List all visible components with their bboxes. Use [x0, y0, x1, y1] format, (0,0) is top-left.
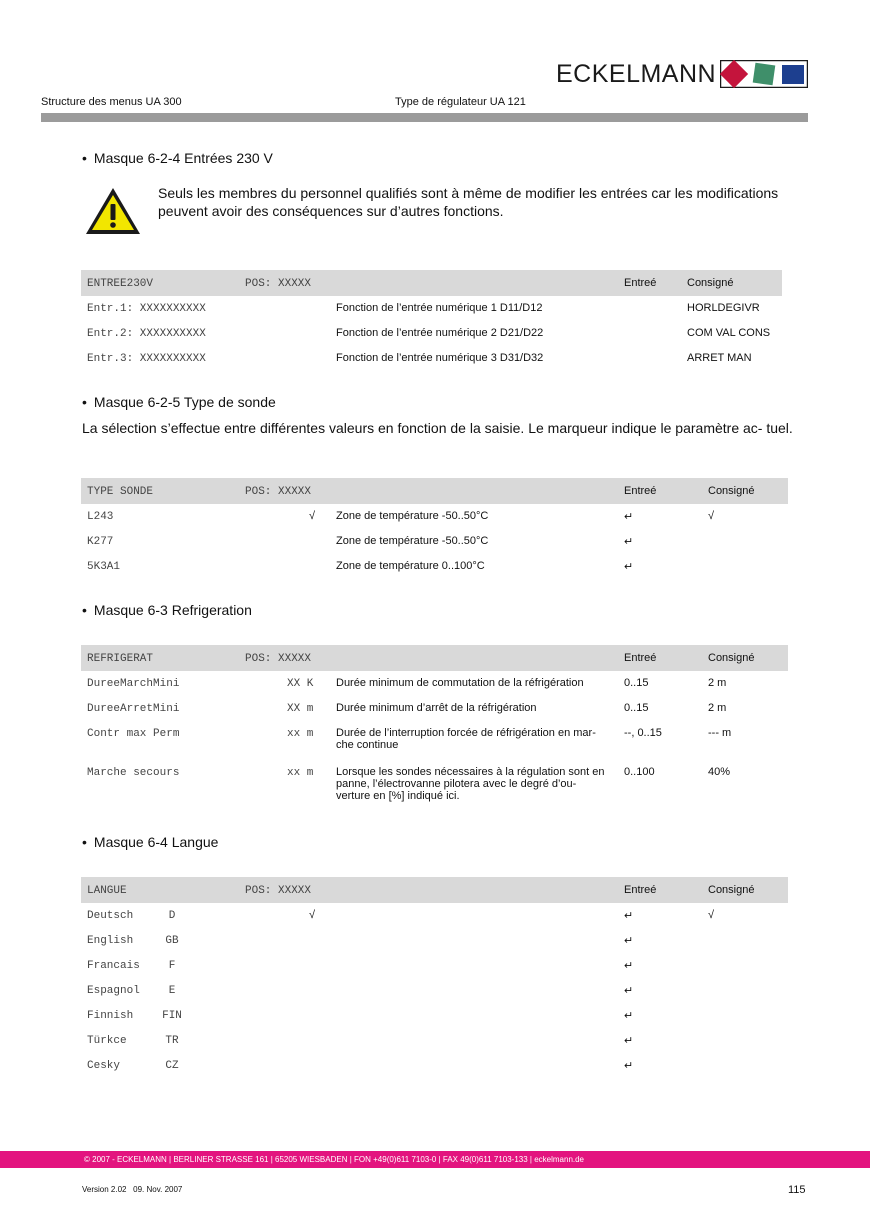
row-label: Entr.1: XXXXXXXXXX	[87, 303, 206, 315]
enter-key-icon: ↵	[624, 1035, 634, 1047]
row-unit: XX K	[287, 678, 314, 690]
column-entree: Entreé	[624, 485, 657, 497]
table-row	[81, 934, 788, 954]
brand-squares-icon	[720, 60, 808, 88]
brand-logo	[556, 59, 808, 89]
language-name: Cesky	[87, 1060, 121, 1072]
enter-key-icon: ↵	[624, 960, 634, 972]
enter-key-icon: ↵	[624, 935, 634, 947]
row-entree: 0..15	[624, 677, 649, 689]
menu-name: ENTREE230V	[87, 278, 154, 290]
bullet: •	[82, 150, 87, 166]
row-label: L243	[87, 511, 114, 523]
row-consigne: COM VAL CONS	[687, 327, 771, 339]
row-label: Contr max Perm	[87, 728, 180, 740]
menu-position: POS: XXXXX	[245, 278, 312, 290]
row-consigne: HORLDEGIVR	[687, 302, 760, 314]
section-title-text: Masque 6-4 Langue	[93, 834, 219, 850]
table-row	[81, 510, 788, 530]
table-row	[81, 959, 788, 979]
language-name: Türkce	[87, 1035, 127, 1047]
row-description: Fonction de l’entrée numérique 1 D11/D12	[336, 302, 543, 314]
row-description: Zone de température -50..50°C	[336, 510, 489, 522]
row-description: Lorsque les sondes nécessaires à la régulation sont en panne, l’électrovanne pilotera avec le degré d’ou- verture en [%] indiqué ici.	[336, 766, 605, 802]
row-unit: XX m	[287, 703, 314, 715]
language-code: F	[168, 960, 176, 972]
row-label: DureeArretMini	[87, 703, 180, 715]
menu-name: LANGUE	[87, 885, 127, 897]
column-entree: Entreé	[624, 277, 657, 289]
table-type-sonde-header	[81, 478, 788, 504]
row-description: Zone de température -50..50°C	[336, 535, 489, 547]
row-label: Marche secours	[87, 767, 180, 779]
table-row	[81, 1034, 788, 1054]
enter-key-icon: ↵	[624, 511, 634, 523]
row-description: Durée minimum d’arrêt de la réfrigération	[336, 702, 537, 714]
enter-key-icon: ↵	[624, 1010, 634, 1022]
row-label: K277	[87, 536, 114, 548]
table-row	[81, 909, 788, 929]
table-row	[81, 984, 788, 1004]
row-unit: xx m	[287, 728, 314, 740]
row-consigne: 2 m	[708, 677, 727, 689]
table-row	[81, 702, 788, 722]
row-entree: 0..15	[624, 702, 649, 714]
language-name: Espagnol	[87, 985, 140, 997]
row-label: Entr.2: XXXXXXXXXX	[87, 328, 206, 340]
row-consigne: ARRET MAN	[687, 352, 752, 364]
language-code: GB	[165, 935, 179, 947]
column-entree: Entreé	[624, 652, 657, 664]
table-row	[81, 1059, 788, 1079]
table-entree230v-header	[81, 270, 782, 296]
selected-marker: √	[309, 909, 316, 921]
language-name: Finnish	[87, 1010, 134, 1022]
table-row	[81, 560, 788, 580]
section-title-text: Masque 6-2-4 Entrées 230 V	[93, 150, 273, 166]
row-description: Durée minimum de commutation de la réfrigération	[336, 677, 584, 689]
table-row	[81, 327, 782, 347]
column-entree: Entreé	[624, 884, 657, 896]
language-name: Deutsch	[87, 910, 134, 922]
row-description: Durée de l’interruption forcée de réfrigération en mar- che continue	[336, 727, 596, 751]
row-consigne: --- m	[708, 727, 732, 739]
language-name: Francais	[87, 960, 140, 972]
column-consigne: Consigné	[708, 884, 755, 896]
row-entree: --, 0..15	[624, 727, 662, 739]
bullet: •	[82, 834, 87, 850]
table-refrigerat-header	[81, 645, 788, 671]
warning-triangle-icon	[84, 186, 142, 236]
enter-key-icon: ↵	[624, 561, 634, 573]
row-label: DureeMarchMini	[87, 678, 180, 690]
warning-text: Seuls les membres du personnel qualifiés sont à même de modifier les entrées car les modifications peuvent avoir des conséquences sur d’autres fonctions.	[158, 185, 779, 219]
row-consigne: 40%	[708, 766, 731, 778]
table-row	[81, 1009, 788, 1029]
enter-key-icon: ↵	[624, 536, 634, 548]
footer-version: Version 2.02 09. Nov. 2007	[82, 1185, 183, 1194]
row-description: Fonction de l’entrée numérique 2 D21/D22	[336, 327, 544, 339]
row-label: Entr.3: XXXXXXXXXX	[87, 353, 206, 365]
enter-key-icon: ↵	[624, 1060, 634, 1072]
header-controller-type: Type de régulateur UA 121	[395, 96, 526, 108]
footer-company-info: © 2007 - ECKELMANN | BERLINER STRASSE 161 | 65205 WIESBADEN | FON +49(0)611 7103-0 | FAX 49(0)611 7103-133 | eckelmann.de	[84, 1155, 585, 1164]
selected-marker: √	[309, 510, 316, 522]
menu-name: REFRIGERAT	[87, 653, 154, 665]
column-consigne: Consigné	[687, 277, 734, 289]
row-description: Zone de température 0..100°C	[336, 560, 485, 572]
language-code: TR	[165, 1035, 179, 1047]
table-row	[81, 535, 788, 555]
language-name: English	[87, 935, 134, 947]
row-label: 5K3A1	[87, 561, 121, 573]
enter-key-icon: ↵	[624, 985, 634, 997]
enter-key-icon: ↵	[624, 910, 634, 922]
row-consigne: 2 m	[708, 702, 727, 714]
table-langue-header	[81, 877, 788, 903]
table-row	[81, 766, 788, 808]
language-code: CZ	[165, 1060, 179, 1072]
bullet: •	[82, 394, 87, 410]
section-title-langue	[82, 834, 218, 850]
section-title-entrees	[82, 150, 273, 166]
brand-name: ECKELMANN	[556, 60, 717, 88]
table-row	[81, 677, 788, 697]
section-title-text: Masque 6-2-5 Type de sonde	[93, 394, 276, 410]
row-consigne: √	[708, 510, 715, 522]
row-consigne: √	[708, 909, 715, 921]
menu-position: POS: XXXXX	[245, 885, 312, 897]
page-number: 115	[788, 1184, 806, 1196]
section-title-text: Masque 6-3 Refrigeration	[93, 602, 252, 618]
menu-name: TYPE SONDE	[87, 486, 154, 498]
menu-position: POS: XXXXX	[245, 653, 312, 665]
header-divider	[41, 113, 808, 122]
column-consigne: Consigné	[708, 652, 755, 664]
section-title-refrigeration	[82, 602, 252, 618]
row-unit: xx m	[287, 767, 314, 779]
language-code: D	[168, 910, 176, 922]
table-row	[81, 302, 782, 322]
language-code: E	[168, 985, 176, 997]
header-document-title: Structure des menus UA 300	[41, 96, 182, 108]
menu-position: POS: XXXXX	[245, 486, 312, 498]
row-entree: 0..100	[624, 766, 655, 778]
table-row	[81, 352, 782, 372]
language-code: FIN	[162, 1010, 182, 1022]
bullet: •	[82, 602, 87, 618]
table-row	[81, 727, 788, 757]
selection-paragraph: La sélection s’effectue entre différentes valeurs en fonction de la saisie. Le marqueur indique le paramètre ac- tuel.	[82, 420, 793, 436]
column-consigne: Consigné	[708, 485, 755, 497]
section-title-type-sonde	[82, 394, 276, 410]
row-description: Fonction de l’entrée numérique 3 D31/D32	[336, 352, 544, 364]
